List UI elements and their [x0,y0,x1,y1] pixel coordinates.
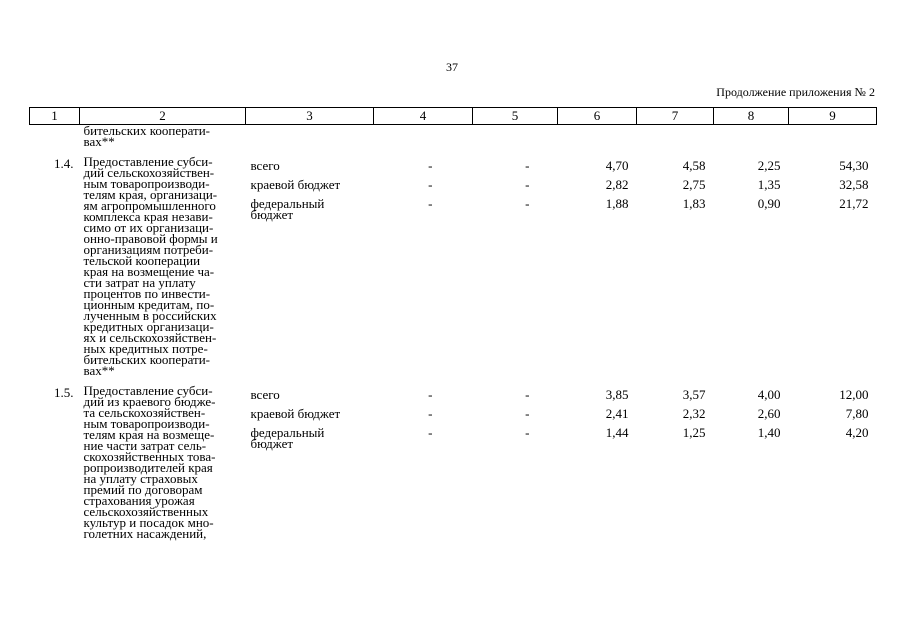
value-c8: 1,35 [757,177,781,192]
value-c7: 2,75 [682,177,706,192]
value-c4: - [428,406,433,421]
value-c7: 1,83 [682,196,706,211]
description-text: Предоставление субси- дий из краевого бюдже- та сельскохозяйствен- ным товаропроизводи- телям края на возмеще- ние части затрат сель- скохозяйственных това- ропроизводителей края на уплату страховых премий по договорам страхования урожая сельскохозяйственных культур и посадок мно- голетних насаждений, [83,383,216,541]
column-4-cell [374,376,473,539]
source-label: федеральный бюджет [250,425,325,451]
column-4-cell [374,147,473,376]
value-c8: 2,25 [757,158,781,173]
column-5-cell [473,376,558,539]
description-text: бительских кооперати- вах** [83,123,211,149]
column-header: 3 [246,108,374,125]
column-9-cell [789,376,877,539]
column-5-cell [473,147,558,376]
value-c9: 4,20 [845,425,869,440]
value-c7: 3,57 [682,387,706,402]
value-c4: - [428,196,433,211]
column-header: 1 [30,108,80,125]
value-c7: 4,58 [682,158,706,173]
column-header: 8 [714,108,789,125]
value-c6: 2,41 [605,406,629,421]
table-row [30,147,877,376]
value-c9: 12,00 [839,387,869,402]
column-header: 4 [374,108,473,125]
value-c7: 2,32 [682,406,706,421]
row-number: 1.4. [54,156,74,171]
value-c6: 1,88 [605,196,629,211]
source-label: всего [250,387,280,402]
value-c9: 54,30 [839,158,869,173]
column-header: 7 [637,108,714,125]
column-header: 6 [558,108,637,125]
value-c5: - [525,177,530,192]
value-c9: 21,72 [839,196,869,211]
value-c8: 0,90 [757,196,781,211]
value-c5: - [525,196,530,211]
value-c8: 4,00 [757,387,781,402]
source-label: всего [250,158,280,173]
value-c4: - [428,425,433,440]
value-c4: - [428,177,433,192]
value-c5: - [525,406,530,421]
value-c9: 7,80 [845,406,869,421]
header-row [30,108,877,125]
column-header: 5 [473,108,558,125]
appendix-table [29,107,877,539]
funding-source-cell [246,376,374,539]
column-header: 2 [80,108,246,125]
source-label: краевой бюджет [250,406,341,421]
column-9-cell [789,147,877,376]
funding-source-cell [246,147,374,376]
table-row [30,376,877,539]
value-c5: - [525,387,530,402]
value-c6: 3,85 [605,387,629,402]
source-label: федеральный бюджет [250,196,325,222]
value-c6: 2,82 [605,177,629,192]
value-c4: - [428,387,433,402]
row-number: 1.5. [54,385,74,400]
table-row-continuation [30,125,877,148]
value-c7: 1,25 [682,425,706,440]
column-8-cell [714,376,789,539]
column-7-cell [637,376,714,539]
source-label: краевой бюджет [250,177,341,192]
column-6-cell [558,376,637,539]
value-c8: 1,40 [757,425,781,440]
value-c6: 4,70 [605,158,629,173]
value-c6: 1,44 [605,425,629,440]
value-c5: - [525,158,530,173]
value-c9: 32,58 [839,177,869,192]
description-text: Предоставление субси- дий сельскохозяйствен- ным товаропроизводи- телям края, организаци- ям агропромышленного комплекса края незави- симо от их организаци- онно-правовой формы и организациям потреби- тельской кооперации края на возмещение ча- сти затрат на уплату процентов по инвести- ционным кредитам, по- лученным в российских кредитных организаци- ях и сельскохозяйствен- ных кредитных потре- бительских кооперати- вах** [83,154,218,378]
value-c5: - [525,425,530,440]
column-7-cell [637,147,714,376]
column-header: 9 [789,108,877,125]
page-number: 37 [446,60,458,74]
column-6-cell [558,147,637,376]
column-8-cell [714,147,789,376]
value-c8: 2,60 [757,406,781,421]
continuation-label: Продолжение приложения № 2 [716,85,875,99]
value-c4: - [428,158,433,173]
